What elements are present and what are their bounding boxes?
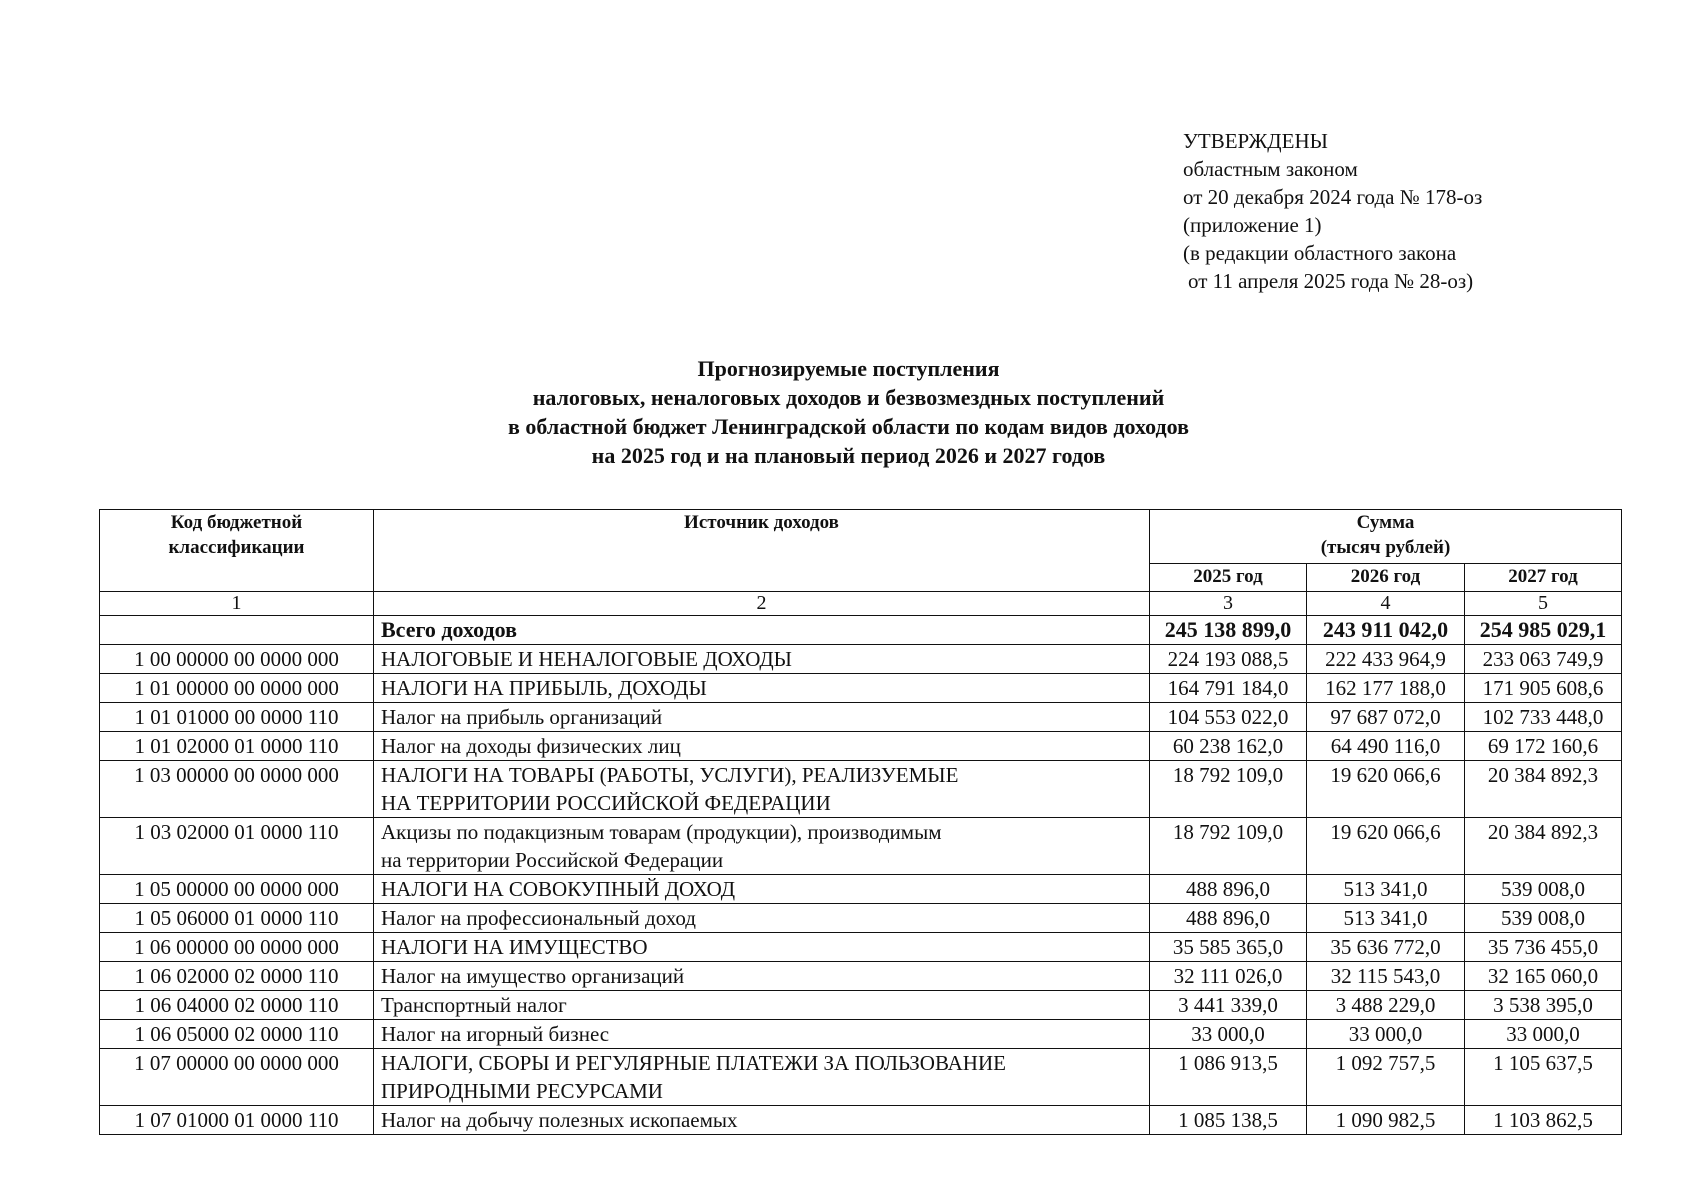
table-header bbox=[100, 510, 1622, 616]
source-name-line: Налог на прибыль организаций bbox=[381, 705, 663, 729]
approval-stamp bbox=[1183, 127, 1482, 295]
cell-amount-2027: 539 008,0 bbox=[1465, 875, 1622, 904]
cell-source bbox=[374, 645, 1150, 674]
cell-amount-2026: 162 177 188,0 bbox=[1307, 674, 1465, 703]
table-row bbox=[100, 818, 1622, 875]
source-name-line: НАЛОГОВЫЕ И НЕНАЛОГОВЫЕ ДОХОДЫ bbox=[381, 647, 792, 671]
column-number: 4 bbox=[1307, 592, 1465, 616]
cell-source bbox=[374, 732, 1150, 761]
cell-code: 1 06 04000 02 0000 110 bbox=[100, 991, 374, 1020]
table-body bbox=[100, 616, 1622, 1135]
cell-code: 1 01 00000 00 0000 000 bbox=[100, 674, 374, 703]
cell-amount-2025: 1 085 138,5 bbox=[1150, 1106, 1307, 1135]
cell-source bbox=[374, 904, 1150, 933]
cell-amount-2026: 19 620 066,6 bbox=[1307, 818, 1465, 875]
approval-line: (в редакции областного закона bbox=[1183, 241, 1457, 265]
revenue-table bbox=[99, 509, 1622, 1135]
cell-source bbox=[374, 818, 1150, 875]
cell-amount-2027: 35 736 455,0 bbox=[1465, 933, 1622, 962]
column-number: 5 bbox=[1465, 592, 1622, 616]
cell-amount-2027: 32 165 060,0 bbox=[1465, 962, 1622, 991]
cell-code: 1 07 00000 00 0000 000 bbox=[100, 1049, 374, 1106]
source-name-line: НА ТЕРРИТОРИИ РОССИЙСКОЙ ФЕДЕРАЦИИ bbox=[381, 791, 831, 815]
table-row bbox=[100, 875, 1622, 904]
cell-amount-2027: 20 384 892,3 bbox=[1465, 761, 1622, 818]
header-source: Источник доходов bbox=[374, 510, 1150, 592]
cell-code: 1 06 02000 02 0000 110 bbox=[100, 962, 374, 991]
source-name-line: НАЛОГИ НА ТОВАРЫ (РАБОТЫ, УСЛУГИ), РЕАЛИЗУЕМЫЕ bbox=[381, 763, 959, 787]
cell-amount-2027: 33 000,0 bbox=[1465, 1020, 1622, 1049]
header-sum bbox=[1150, 510, 1622, 564]
source-name-line: НАЛОГИ НА ИМУЩЕСТВО bbox=[381, 935, 648, 959]
cell-amount-2025: 32 111 026,0 bbox=[1150, 962, 1307, 991]
cell-amount-2027: 3 538 395,0 bbox=[1465, 991, 1622, 1020]
cell-amount-2025: 1 086 913,5 bbox=[1150, 1049, 1307, 1106]
table-row bbox=[100, 904, 1622, 933]
source-name-line: Налог на профессиональный доход bbox=[381, 906, 696, 930]
source-name-line: НАЛОГИ НА СОВОКУПНЫЙ ДОХОД bbox=[381, 877, 736, 901]
cell-code: 1 03 00000 00 0000 000 bbox=[100, 761, 374, 818]
source-name-line: НАЛОГИ, СБОРЫ И РЕГУЛЯРНЫЕ ПЛАТЕЖИ ЗА ПОЛЬЗОВАНИЕ bbox=[381, 1051, 1006, 1075]
cell-amount-2027: 254 985 029,1 bbox=[1465, 616, 1622, 645]
cell-amount-2025: 104 553 022,0 bbox=[1150, 703, 1307, 732]
cell-amount-2027: 20 384 892,3 bbox=[1465, 818, 1622, 875]
approval-line: областным законом bbox=[1183, 157, 1358, 181]
cell-source bbox=[374, 674, 1150, 703]
cell-code: 1 05 00000 00 0000 000 bbox=[100, 875, 374, 904]
cell-amount-2027: 102 733 448,0 bbox=[1465, 703, 1622, 732]
cell-amount-2025: 33 000,0 bbox=[1150, 1020, 1307, 1049]
cell-amount-2027: 1 105 637,5 bbox=[1465, 1049, 1622, 1106]
approval-line: от 20 декабря 2024 года № 178-оз bbox=[1183, 185, 1483, 209]
cell-source bbox=[374, 875, 1150, 904]
cell-amount-2025: 35 585 365,0 bbox=[1150, 933, 1307, 962]
cell-amount-2026: 19 620 066,6 bbox=[1307, 761, 1465, 818]
header-year-2025: 2025 год bbox=[1150, 564, 1307, 592]
cell-amount-2027: 1 103 862,5 bbox=[1465, 1106, 1622, 1135]
cell-amount-2025: 488 896,0 bbox=[1150, 904, 1307, 933]
column-number: 1 bbox=[100, 592, 374, 616]
cell-amount-2025: 3 441 339,0 bbox=[1150, 991, 1307, 1020]
cell-amount-2026: 35 636 772,0 bbox=[1307, 933, 1465, 962]
cell-amount-2026: 513 341,0 bbox=[1307, 875, 1465, 904]
title-line: налоговых, неналоговых доходов и безвозмездных поступлений bbox=[532, 385, 1165, 410]
cell-amount-2026: 222 433 964,9 bbox=[1307, 645, 1465, 674]
title-line: Прогнозируемые поступления bbox=[697, 356, 1000, 381]
cell-amount-2026: 32 115 543,0 bbox=[1307, 962, 1465, 991]
source-name-line: Налог на игорный бизнес bbox=[381, 1022, 610, 1046]
header-sum-unit: (тысяч рублей) bbox=[1320, 537, 1451, 558]
source-name-line: ПРИРОДНЫМИ РЕСУРСАМИ bbox=[381, 1079, 663, 1103]
cell-source bbox=[374, 761, 1150, 818]
source-name-line: Налог на добычу полезных ископаемых bbox=[381, 1108, 738, 1132]
source-name-line: НАЛОГИ НА ПРИБЫЛЬ, ДОХОДЫ bbox=[381, 676, 707, 700]
cell-code: 1 01 01000 00 0000 110 bbox=[100, 703, 374, 732]
source-name-line: Налог на имущество организаций bbox=[381, 964, 685, 988]
cell-amount-2026: 1 090 982,5 bbox=[1307, 1106, 1465, 1135]
cell-amount-2027: 233 063 749,9 bbox=[1465, 645, 1622, 674]
table-row bbox=[100, 732, 1622, 761]
source-name-line: Акцизы по подакцизным товарам (продукции), производимым bbox=[381, 820, 942, 844]
title-line: в областной бюджет Ленинградской области по кодам видов доходов bbox=[508, 414, 1189, 439]
table-row bbox=[100, 761, 1622, 818]
table-row bbox=[100, 674, 1622, 703]
cell-code: 1 03 02000 01 0000 110 bbox=[100, 818, 374, 875]
cell-amount-2027: 171 905 608,6 bbox=[1465, 674, 1622, 703]
approval-line: УТВЕРЖДЕНЫ bbox=[1183, 129, 1328, 153]
cell-source bbox=[374, 962, 1150, 991]
table-row bbox=[100, 1020, 1622, 1049]
cell-amount-2025: 164 791 184,0 bbox=[1150, 674, 1307, 703]
document-title bbox=[0, 354, 1697, 470]
cell-amount-2026: 243 911 042,0 bbox=[1307, 616, 1465, 645]
table-row bbox=[100, 962, 1622, 991]
cell-code: 1 07 01000 01 0000 110 bbox=[100, 1106, 374, 1135]
cell-amount-2025: 245 138 899,0 bbox=[1150, 616, 1307, 645]
cell-source bbox=[374, 1049, 1150, 1106]
cell-amount-2027: 69 172 160,6 bbox=[1465, 732, 1622, 761]
cell-source bbox=[374, 991, 1150, 1020]
cell-source bbox=[374, 1106, 1150, 1135]
source-name-line: Налог на доходы физических лиц bbox=[381, 734, 681, 758]
cell-amount-2025: 18 792 109,0 bbox=[1150, 761, 1307, 818]
cell-amount-2025: 488 896,0 bbox=[1150, 875, 1307, 904]
cell-code bbox=[100, 616, 374, 645]
cell-source bbox=[374, 616, 1150, 645]
cell-amount-2025: 224 193 088,5 bbox=[1150, 645, 1307, 674]
header-sum-label: Сумма bbox=[1356, 512, 1415, 533]
title-line: на 2025 год и на плановый период 2026 и 2027 годов bbox=[591, 443, 1106, 468]
cell-code: 1 05 06000 01 0000 110 bbox=[100, 904, 374, 933]
cell-amount-2026: 1 092 757,5 bbox=[1307, 1049, 1465, 1106]
source-name-line: на территории Российской Федерации bbox=[381, 848, 724, 872]
cell-code: 1 00 00000 00 0000 000 bbox=[100, 645, 374, 674]
table-row bbox=[100, 1049, 1622, 1106]
header-code: Код бюджетной классификации bbox=[100, 510, 374, 592]
cell-source bbox=[374, 703, 1150, 732]
header-year-2026: 2026 год bbox=[1307, 564, 1465, 592]
cell-code: 1 06 05000 02 0000 110 bbox=[100, 1020, 374, 1049]
cell-amount-2026: 513 341,0 bbox=[1307, 904, 1465, 933]
source-name-line: Транспортный налог bbox=[381, 993, 567, 1017]
table-row bbox=[100, 991, 1622, 1020]
table-row bbox=[100, 645, 1622, 674]
cell-amount-2026: 64 490 116,0 bbox=[1307, 732, 1465, 761]
cell-amount-2026: 97 687 072,0 bbox=[1307, 703, 1465, 732]
header-year-2027: 2027 год bbox=[1465, 564, 1622, 592]
cell-code: 1 01 02000 01 0000 110 bbox=[100, 732, 374, 761]
table-row bbox=[100, 933, 1622, 962]
source-name-line: Всего доходов bbox=[381, 617, 517, 642]
table-row bbox=[100, 703, 1622, 732]
cell-amount-2026: 33 000,0 bbox=[1307, 1020, 1465, 1049]
cell-amount-2026: 3 488 229,0 bbox=[1307, 991, 1465, 1020]
table-row bbox=[100, 1106, 1622, 1135]
table-row-total bbox=[100, 616, 1622, 645]
approval-line: (приложение 1) bbox=[1183, 213, 1322, 237]
approval-line: от 11 апреля 2025 года № 28-оз) bbox=[1188, 269, 1474, 293]
column-number: 3 bbox=[1150, 592, 1307, 616]
column-number: 2 bbox=[374, 592, 1150, 616]
cell-source bbox=[374, 1020, 1150, 1049]
cell-amount-2025: 60 238 162,0 bbox=[1150, 732, 1307, 761]
cell-amount-2025: 18 792 109,0 bbox=[1150, 818, 1307, 875]
cell-code: 1 06 00000 00 0000 000 bbox=[100, 933, 374, 962]
cell-amount-2027: 539 008,0 bbox=[1465, 904, 1622, 933]
cell-source bbox=[374, 933, 1150, 962]
